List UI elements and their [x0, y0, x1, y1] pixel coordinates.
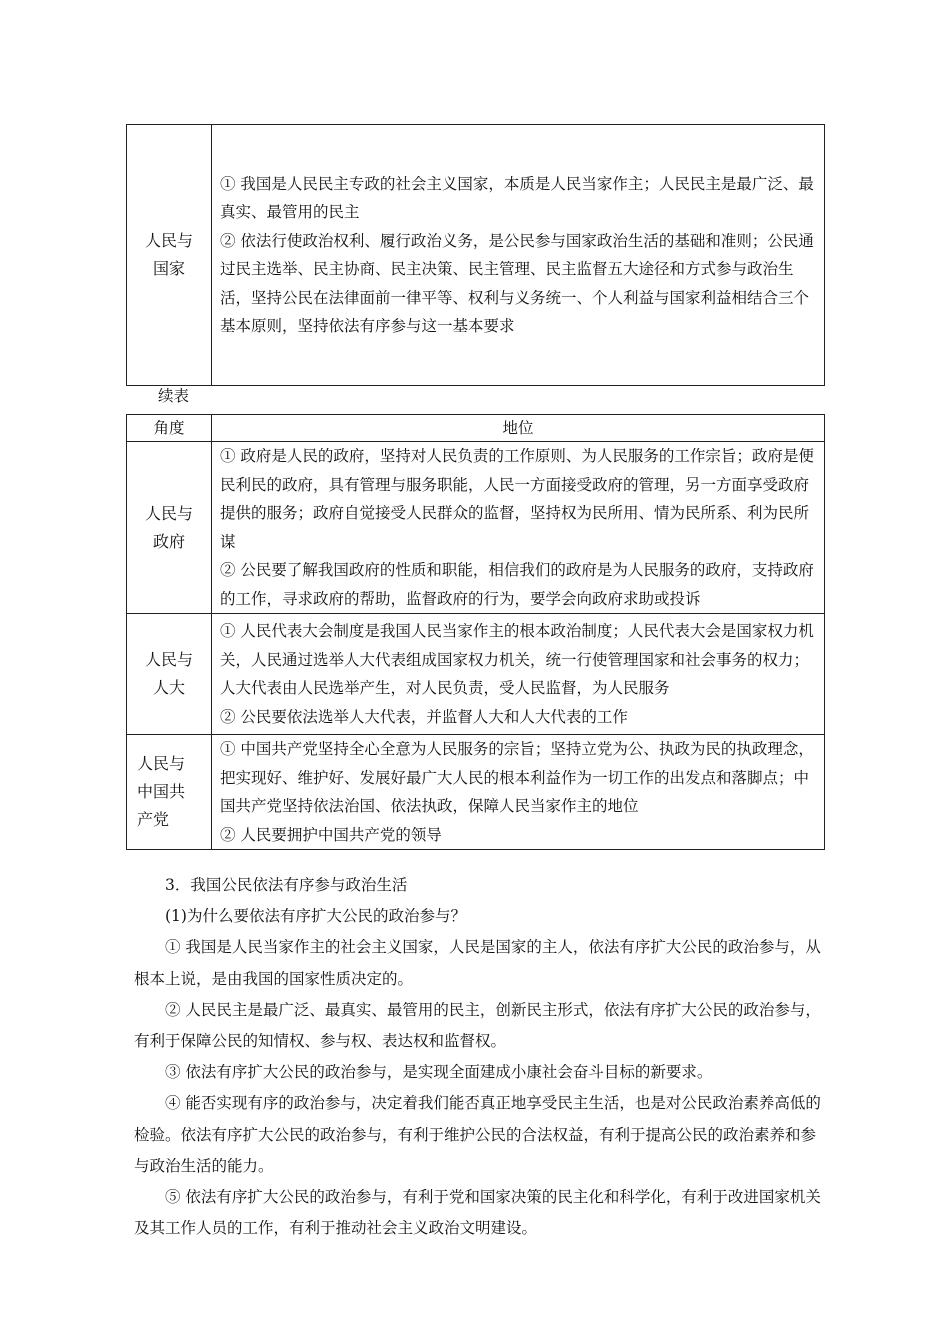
paragraph: ④ 能否实现有序的政治参与，决定着我们能否真正地享受民主生活，也是对公民政治素养高低的检验。依法有序扩大公民的政治参与，有利于维护公民的合法权益，有利于提高公民的政治素养和参与政治生活的能力。: [134, 1094, 821, 1175]
content-point: ① 政府是人民的政府，坚持对人民负责的工作原则、为人民服务的工作宗旨；政府是便民利民的政府，具有管理与服务职能，人民一方面接受政府的管理，另一方面享受政府提供的服务；政府自觉接受人民群众的监督，坚持权为民所用、情为民所系、利为民所谋: [220, 447, 814, 551]
header-angle: 角度: [127, 415, 212, 442]
row-content-people-npc: [212, 614, 825, 735]
paragraph: ⑤ 依法有序扩大公民的政治参与，有利于党和国家决策的民主化和科学化，有利于改进国家机关及其工作人员的工作，有利于推动社会主义政治文明建设。: [134, 1188, 821, 1238]
row-content-people-government: [212, 442, 825, 614]
label-line: 人民与: [144, 231, 193, 250]
label-line: 人民与: [144, 650, 193, 669]
row-content-people-cpc: [212, 735, 825, 850]
label-line: 人民与: [137, 754, 186, 773]
header-status: 地位: [212, 415, 825, 442]
label-line: 政府: [152, 531, 185, 551]
content-point: ② 依法行使政治权利、履行政治义务，是公民参与国家政治生活的基础和准则；公民通过民主选举、民主协商、民主决策、民主管理、民主监督五大途径和方式参与政治生活，坚持公民在法律面前一律平等、权利与义务统一、个人利益与国家利益相结合三个基本原则，坚持依法有序参与这一基本要求: [220, 231, 814, 335]
section-heading: 3．我国公民依法有序参与政治生活: [165, 876, 408, 894]
table-row: [127, 442, 825, 614]
label-line: 人大: [152, 678, 185, 697]
content-point: ② 人民要拥护中国共产党的领导: [220, 825, 442, 844]
table-row: [127, 125, 825, 386]
paragraph: ③ 依法有序扩大公民的政治参与，是实现全面建成小康社会奋斗目标的新要求。: [165, 1063, 713, 1082]
continued-caption: 续表: [158, 387, 190, 405]
label-line: 产党: [137, 810, 170, 829]
content-point: ① 我国是人民民主专政的社会主义国家，本质是人民当家作主；人民民主是最广泛、最真实、最管用的民主: [220, 174, 814, 221]
row-label-people-state: [127, 125, 212, 386]
label-line: 中国共: [137, 782, 186, 801]
section-body: [134, 870, 828, 1244]
paragraph: ① 我国是人民当家作主的社会主义国家，人民是国家的主人，依法有序扩大公民的政治参与，从根本上说，是由我国的国家性质决定的。: [134, 938, 821, 988]
content-point: ① 人民代表大会制度是我国人民当家作主的根本政治制度；人民代表大会是国家权力机关，人民通过选举人大代表组成国家权力机关，统一行使管理国家和社会事务的权力；人大代表由人民选举产生，对人民负责，受人民监督，为人民服务: [220, 622, 814, 697]
row-label-people-government: [127, 442, 212, 614]
paragraph: ② 人民民主是最广泛、最真实、最管用的民主，创新民主形式，依法有序扩大公民的政治参与，有利于保障公民的知情权、参与权、表达权和监督权。: [134, 1000, 821, 1051]
content-point: ② 公民要了解我国政府的性质和职能，相信我们的政府是为人民服务的政府，支持政府的工作，寻求政府的帮助，监督政府的行为，要学会向政府求助或投诉: [220, 561, 814, 608]
section-subheading: (1)为什么要依法有序扩大公民的政治参与？: [165, 907, 466, 926]
row-label-people-npc: [127, 614, 212, 735]
table-header-row: [127, 415, 825, 442]
table-bottom: [126, 414, 825, 850]
content-point: ① 中国共产党坚持全心全意为人民服务的宗旨；坚持立党为公、执政为民的执政理念，把实现好、维护好、发展好最广大人民的根本利益作为一切工作的出发点和落脚点；中国共产党坚持依法治国、依法执政，保障人民当家作主的地位: [220, 740, 814, 815]
label-line: 国家: [152, 259, 185, 278]
row-label-people-cpc: [127, 735, 212, 850]
table-top: [126, 124, 825, 386]
table-row: [127, 735, 825, 850]
label-line: 人民与: [144, 503, 193, 523]
table-row: [127, 614, 825, 735]
row-content-people-state: [212, 125, 825, 386]
content-point: ② 公民要依法选举人大代表，并监督人大和人大代表的工作: [220, 707, 628, 726]
